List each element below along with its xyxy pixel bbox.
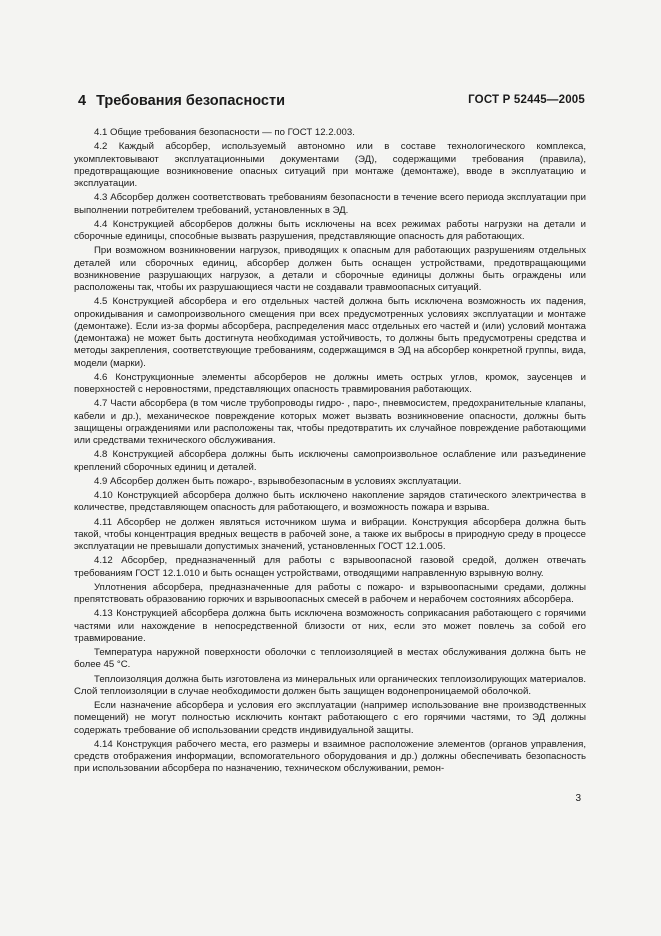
section-body [74,127,586,778]
paragraph-4-2: 4.2 Каждый абсорбер, используемый автономно или в составе технологического комплекса, укомплектовывают эксплуатационными документами (ЭД), содержащими требования (правила), предотвращающие возникновение опасных ситуаций при монтаже (демонтаже), вводе в эксплуатацию и эксплуатации. [74,141,586,189]
paragraph-4-4-cont: При возможном возникновении нагрузок, приводящих к опасным для работающих разрушениям отдельных деталей или сборочных единиц, абсорбер должен быть оснащен устройствами, предотвращающими возникновение разрушающих нагрузок, а детали и сборочные единицы должны быть ограждены или расположены так, чтобы их разрушающиеся части не создавали травмоопасных ситуаций. [74,245,586,293]
paragraph-4-10: 4.10 Конструкцией абсорбера должно быть исключено накопление зарядов статического электричества в количестве, представляющем опасность для работающего, и возможность пожара и взрыва. [74,490,586,514]
paragraph-4-13-insulation: Теплоизоляция должна быть изготовлена из минеральных или органических теплоизолирующих материалов. Слой теплоизоляции в случае необходимости должен быть защищен водонепроницаемой оболочкой. [74,673,586,697]
paragraph-4-9: 4.9 Абсорбер должен быть пожаро-, взрывобезопасным в условиях эксплуатации. [94,475,462,487]
paragraph-4-12-cont: Уплотнения абсорбера, предназначенные для работы с пожаро- и взрывоопасными средами, должны препятствовать образованию горючих и взрывоопасных смесей в рабочем и нерабочем состояниях абсорбера. [74,581,586,605]
paragraph-4-13: 4.13 Конструкцией абсорбера должна быть исключена возможность соприкасания работающего с горячими частями или нахождение в непосредственной близости от них, если это может повлечь за собой его травмирование. [74,608,586,644]
paragraph-4-6: 4.6 Конструкционные элементы абсорберов не должны иметь острых углов, кромок, заусенцев и поверхностей с неровностями, представляющих опасность травмирования работающих. [74,371,586,395]
paragraph-4-7: 4.7 Части абсорбера (в том числе трубопроводы гидро- , паро-, пневмосистем, предохранительные клапаны, кабели и др.), механическое повреждение которых может вызвать возникновение опасности, должны быть защищены ограждениями или расположены так, чтобы предотвратить их случайное повреждение работающими или средствами технического обслуживания. [74,398,586,446]
paragraph-4-4: 4.4 Конструкцией абсорберов должны быть исключены на всех режимах работы нагрузки на детали и сборочные единицы, способные вызвать разрушения, представляющие опасность для работающих. [74,218,586,242]
section-title-text: Требования безопасности [96,93,285,109]
paragraph-4-13-ppe: Если назначение абсорбера и условия его эксплуатации (например использование вне производственных помещений) не могут полностью исключить контакт работающего с его горячими частями, то ЭД должны содержать требование об использовании средств индивидуальной защиты. [74,700,586,736]
paragraph-4-11: 4.11 Абсорбер не должен являться источником шума и вибрации. Конструкция абсорбера должна быть такой, чтобы концентрация вредных веществ в рабочей зоне, а также их выбросы в природную среду в процессе эксплуатации не превышали допустимых значений, установленных ГОСТ 12.1.005. [74,516,586,552]
page-number: 3 [575,793,581,804]
paragraph-4-12: 4.12 Абсорбер, предназначенный для работы с взрывоопасной газовой средой, должен отвечать требованиям ГОСТ 12.1.010 и быть оснащен устройствами, отводящими направленную взрывную волну. [74,555,586,579]
paragraph-4-1: 4.1 Общие требования безопасности — по ГОСТ 12.2.003. [94,127,355,138]
document-id: ГОСТ Р 52445—2005 [468,94,585,106]
section-heading [78,93,285,109]
paragraph-4-13-temp: Температура наружной поверхности оболочки с теплоизоляцией в местах обслуживания должна быть не более 45 °С. [74,647,586,671]
paragraph-4-3: 4.3 Абсорбер должен соответствовать требованиям безопасности в течение всего периода эксплуатации при выполнении потребителем требований, установленных в ЭД. [74,192,586,216]
paragraph-4-14: 4.14 Конструкция рабочего места, его размеры и взаимное расположение элементов (органов управления, средств отображения информации, вспомогательного оборудования и др.) должны обеспечивать безопасность при использовании абсорбера по назначению, техническом обслуживании, ремон- [74,738,586,775]
paragraph-4-8: 4.8 Конструкцией абсорбера должны быть исключены самопроизвольное ослабление или разъединение креплений сборочных единиц и деталей. [74,449,586,473]
paragraph-4-5: 4.5 Конструкцией абсорбера и его отдельных частей должна быть исключена возможность их падения, опрокидывания и самопроизвольного смещения при всех предусмотренных условиях эксплуатации и монтаже (демонтаже). Если из-за формы абсорбера, распределения масс отдельных его частей и (или) условий монтажа (демонтажа) не может быть достигнута необходимая устойчивость, то должны быть предусмотрены средства и методы закрепления, соответствующие требованиям, содержащимся в ЭД на абсорбер конкретной группы, вида, модели (марки). [74,296,586,369]
section-number: 4 [78,93,87,109]
